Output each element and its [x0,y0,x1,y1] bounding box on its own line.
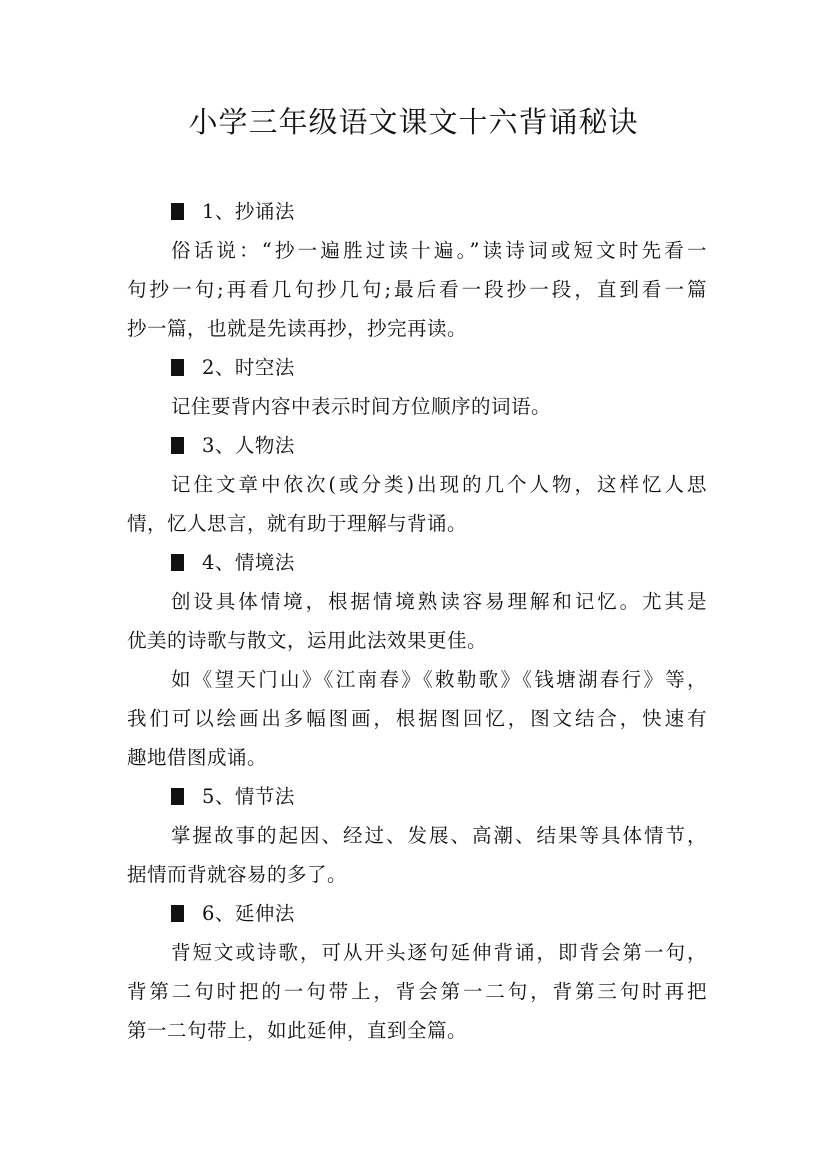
paragraph-text: 掌握故事的起因、经过、发展、高潮、结果等具体情节， [171,824,707,847]
paragraph-text: 背短文或诗歌，可从开头逐句延伸背诵，即背会第一句， [171,941,707,964]
section-heading [127,777,707,816]
paragraph-line [127,699,707,738]
square-bullet-icon [171,359,184,376]
paragraph-line [127,738,707,777]
section-heading [127,192,707,231]
paragraph-text: 句抄一句;再看几句抄几句;最后看一段抄一段，直到看一篇 [127,278,707,301]
paragraph-text: 趣地借图成诵。 [127,746,268,769]
section-heading [127,426,707,465]
paragraph-first-line [127,582,707,621]
paragraph-text: 如《望天门山》《江南春》《敕勒歌》《钱塘湖春行》等， [171,668,707,691]
section-heading-text: 3、人物法 [202,434,295,457]
section-heading-text: 2、时空法 [202,356,295,379]
paragraph-text: 记住文章中依次(或分类)出现的几个人物，这样忆人思 [171,473,707,496]
paragraph-line [127,309,707,348]
section-heading-text: 4、情境法 [202,551,295,574]
section-heading-text: 1、抄诵法 [202,200,295,223]
paragraph-line [127,504,707,543]
paragraph-text: 记住要背内容中表示时间方位顺序的词语。 [171,395,552,418]
square-bullet-icon [171,554,184,571]
paragraph-line [127,1011,707,1050]
paragraph-first-line [127,816,707,855]
paragraph-first-line [127,231,707,270]
paragraph-line [127,621,707,660]
paragraph-text: 情，忆人思言，就有助于理解与背诵。 [127,512,468,535]
document-body [127,192,707,1050]
paragraph-text: 我们可以绘画出多幅图画，根据图回忆，图文结合，快速有 [127,707,707,730]
section-heading [127,348,707,387]
paragraph-text: 俗话说：“抄一遍胜过读十遍。”读诗词或短文时先看一 [171,239,707,262]
square-bullet-icon [171,905,184,922]
section-heading-text: 5、情节法 [202,785,295,808]
square-bullet-icon [171,203,184,220]
paragraph-line [127,972,707,1011]
paragraph-first-line [127,387,707,426]
section-heading [127,543,707,582]
square-bullet-icon [171,437,184,454]
paragraph-line [127,855,707,894]
paragraph-text: 创设具体情境，根据情境熟读容易理解和记忆。尤其是 [171,590,707,613]
paragraph-first-line [127,660,707,699]
paragraph-text: 背第二句时把的一句带上，背会第一二句，背第三句时再把 [127,980,707,1003]
square-bullet-icon [171,788,184,805]
section-heading [127,894,707,933]
paragraph-text: 抄一篇，也就是先读再抄，抄完再读。 [127,317,468,340]
paragraph-text: 据情而背就容易的多了。 [127,863,348,886]
paragraph-text: 第一二句带上，如此延伸，直到全篇。 [127,1019,468,1042]
paragraph-line [127,270,707,309]
paragraph-text: 优美的诗歌与散文，运用此法效果更佳。 [127,629,488,652]
paragraph-first-line [127,933,707,972]
paragraph-first-line [127,465,707,504]
section-heading-text: 6、延伸法 [202,902,295,925]
page-title: 小学三年级语文课文十六背诵秘诀 [188,105,639,139]
